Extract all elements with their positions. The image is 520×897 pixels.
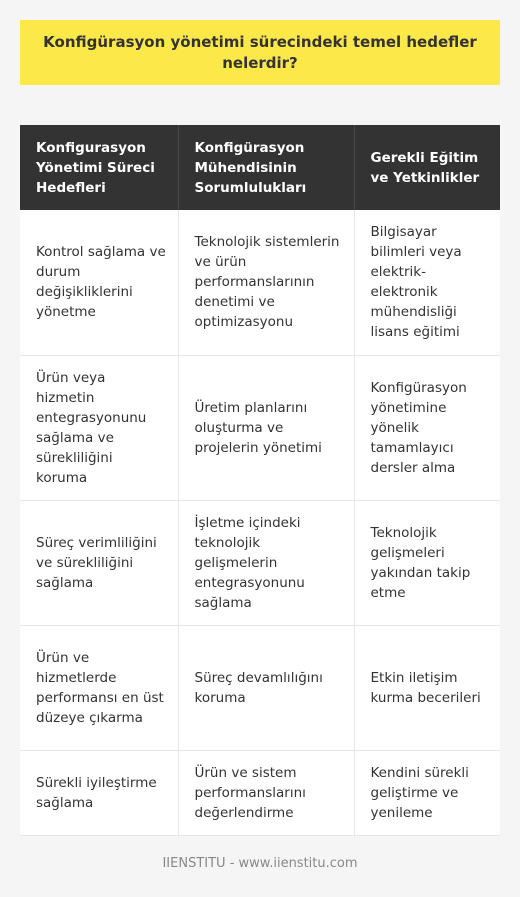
goals-table [20,125,500,836]
table-cell: Kendini sürekli geliştirme ve yenileme [354,750,500,835]
table-row [20,500,500,625]
table-cell: Sürekli iyileştirme sağlama [20,750,178,835]
table-header-row [20,125,500,210]
table-cell: Ürün ve hizmetlerde performansı en üst düzeye çıkarma [20,625,178,750]
table-row [20,625,500,750]
table-cell: Konfigürasyon yönetimine yönelik tamamlayıcı dersler alma [354,355,500,500]
table-cell: Ürün ve sistem performanslarını değerlendirme [178,750,354,835]
column-header-goals: Konfigurasyon Yönetimi Süreci Hedefleri [20,125,178,210]
footer-credit: IIENSTITU - www.iienstitu.com [162,856,358,871]
table-cell: Bilgisayar bilimleri veya elektrik-elektronik mühendisliği lisans eğitimi [354,210,500,355]
table-row [20,750,500,835]
title-banner [20,20,500,85]
table-cell: Süreç verimliliğini ve sürekliliğini sağlama [20,500,178,625]
table-cell: İşletme içindeki teknolojik gelişmelerin entegrasyonunu sağlama [178,500,354,625]
table-cell: Etkin iletişim kurma becerileri [354,625,500,750]
table-cell: Kontrol sağlama ve durum değişikliklerini yönetme [20,210,178,355]
table-row [20,355,500,500]
table-cell: Teknolojik sistemlerin ve ürün performanslarının denetimi ve optimizasyonu [178,210,354,355]
page-title: Konfigürasyon yönetimi sürecindeki temel hedefler nelerdir? [43,32,477,72]
table-cell: Ürün veya hizmetin entegrasyonunu sağlama ve sürekliliğini koruma [20,355,178,500]
column-header-responsibilities: Konfigürasyon Mühendisinin Sorumlulukları [178,125,354,210]
table-cell: Üretim planlarını oluşturma ve projelerin yönetimi [178,355,354,500]
table-row [20,210,500,355]
column-header-training: Gerekli Eğitim ve Yetkinlikler [354,125,500,210]
table-cell: Süreç devamlılığını koruma [178,625,354,750]
table-cell: Teknolojik gelişmeleri yakından takip etme [354,500,500,625]
